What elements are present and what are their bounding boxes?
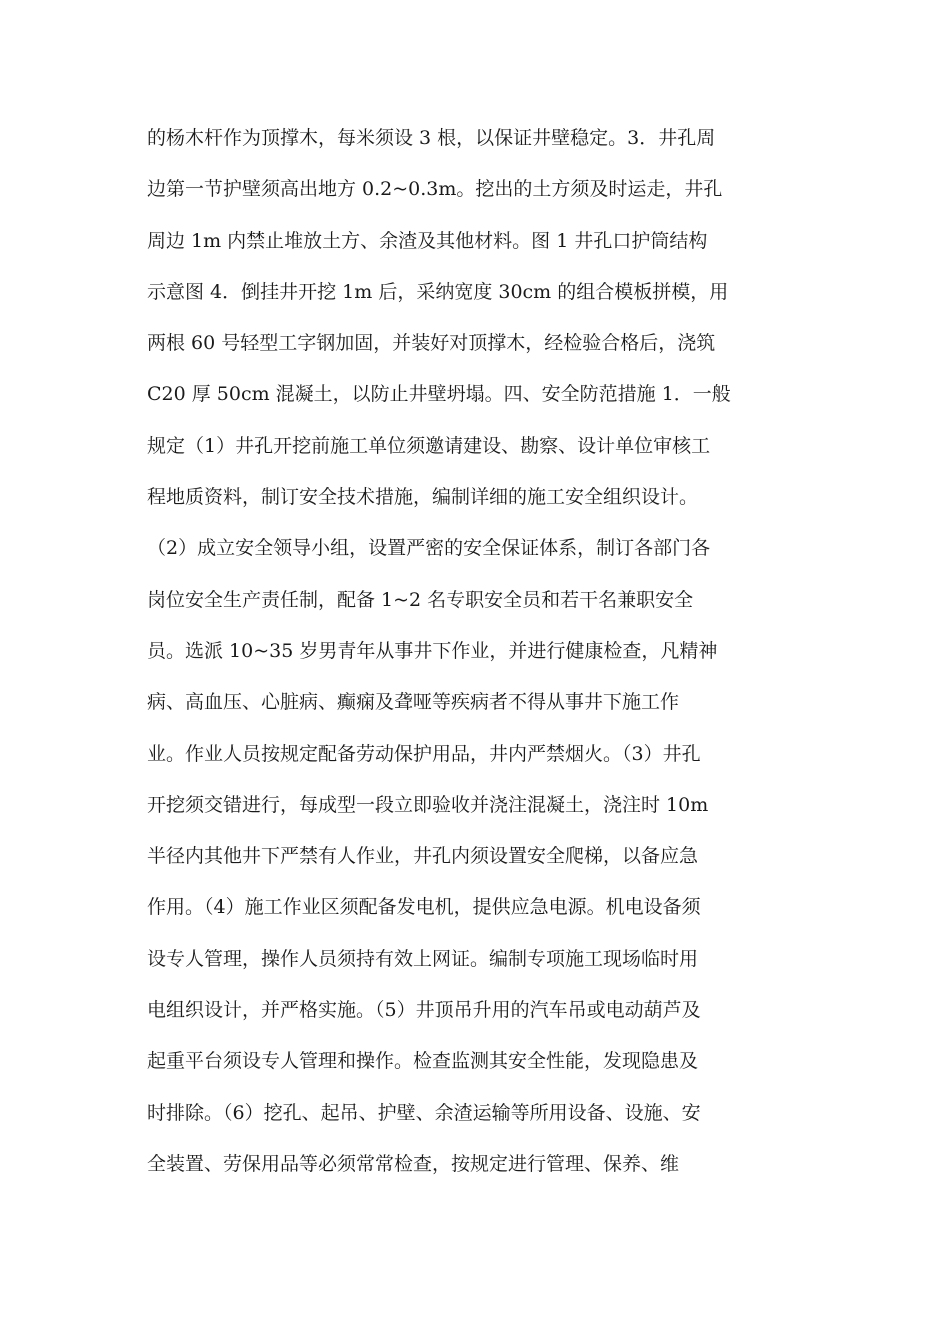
text-line: 全装置、劳保用品等必须常常检查，按规定进行管理、保养、维 [147, 1152, 680, 1175]
text-line: 示意图 4．倒挂井开挖 1m 后，采纳宽度 30cm 的组合模板拼模，用 [147, 280, 729, 303]
body-text [147, 118, 817, 1195]
text-line: 病、高血压、心脏病、癫痫及聋哑等疾病者不得从事井下施工作 [147, 691, 680, 714]
text-line: 程地质资料，制订安全技术措施，编制详细的施工安全组织设计。 [147, 486, 699, 509]
text-line: 两根 60 号轻型工字钢加固，并装好对顶撑木，经检验合格后，浇筑 [147, 332, 716, 355]
text-line: 边第一节护壁须高出地方 0.2~0.3m。挖出的土方须及时运走，井孔 [147, 178, 723, 201]
text-line: C20 厚 50cm 混凝土，以防止井壁坍塌。四、安全防范措施 1．一般 [147, 383, 731, 406]
text-line: （2）成立安全领导小组，设置严密的安全保证体系，制订各部门各 [147, 537, 711, 560]
text-line: 电组织设计，并严格实施。（5）井顶吊升用的汽车吊或电动葫芦及 [147, 999, 701, 1022]
text-line: 设专人管理，操作人员须持有效上网证。编制专项施工现场临时用 [147, 947, 699, 970]
text-line: 周边 1m 内禁止堆放土方、余渣及其他材料。图 1 井孔口护筒结构 [147, 229, 708, 252]
text-line: 时排除。（6）挖孔、起吊、护壁、余渣运输等所用设备、设施、安 [147, 1101, 701, 1124]
text-line: 业。作业人员按规定配备劳动保护用品，井内严禁烟火。（3）井孔 [147, 742, 701, 765]
text-line: 员。选派 10~35 岁男青年从事井下作业，并进行健康检查，凡精神 [147, 639, 718, 662]
text-line: 岗位安全生产责任制，配备 1~2 名专职安全员和若干名兼职安全 [147, 588, 694, 611]
text-line: 开挖须交错进行，每成型一段立即验收并浇注混凝土，浇注时 10m [147, 793, 709, 816]
text-line: 的杨木杆作为顶撑木，每米须设 3 根，以保证井壁稳定。3．井孔周 [147, 127, 716, 149]
text-line: 规定（1）井孔开挖前施工单位须邀请建设、勘察、设计单位审核工 [147, 434, 711, 457]
text-line: 起重平台须设专人管理和操作。检查监测其安全性能，发现隐患及 [147, 1050, 699, 1073]
text-line: 作用。（4）施工作业区须配备发电机，提供应急电源。机电设备须 [147, 896, 701, 919]
text-line: 半径内其他井下严禁有人作业，井孔内须设置安全爬梯，以备应急 [147, 845, 699, 868]
